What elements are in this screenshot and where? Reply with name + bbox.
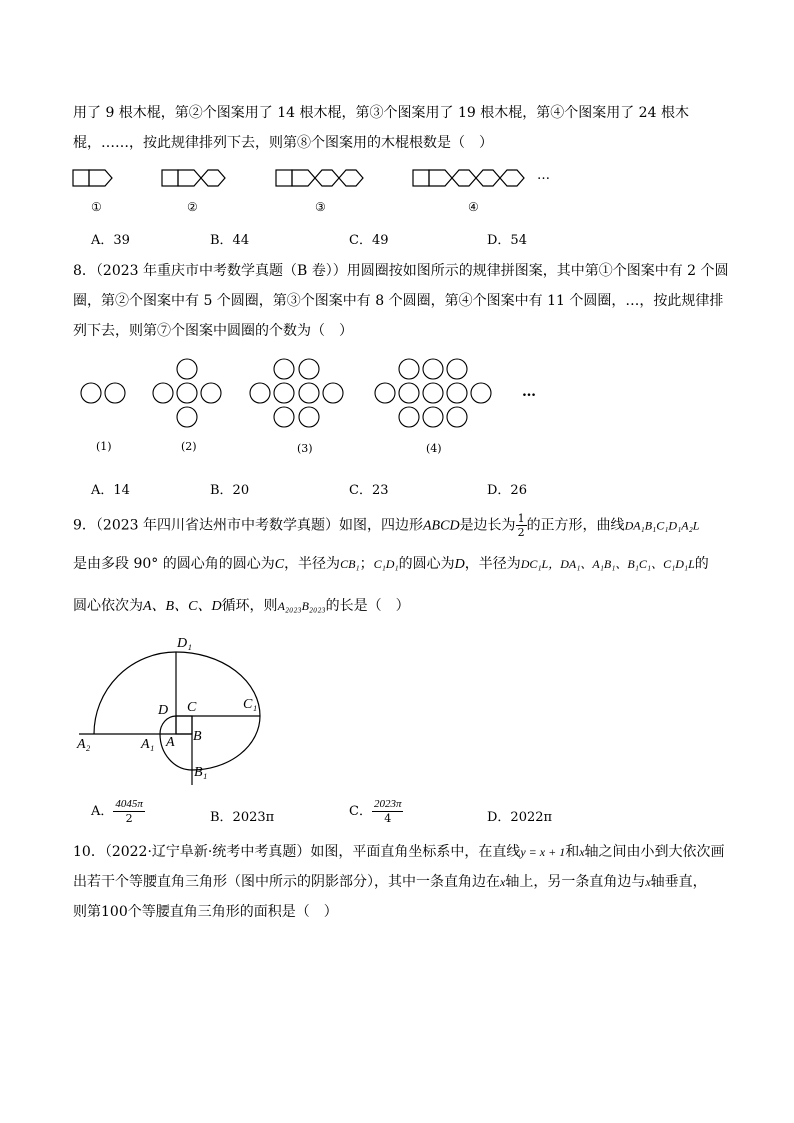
q9-var: CB₁	[340, 557, 360, 571]
q9-option-c-fraction	[372, 798, 404, 825]
q9-curve-name: DA₁B₁C₁D₁A₂L	[624, 518, 700, 533]
q7-text-line-2: 棍，……，按此规律排列下去，则第⑧个图案用的木棍根数是（ ）	[73, 135, 493, 151]
q9-var: C	[274, 557, 285, 572]
q8-fig-label-1: (1)	[96, 440, 112, 453]
q10-text: 轴垂直，	[650, 874, 707, 890]
q10-text-line-3: 则第100个等腰直角三角形的面积是（ ）	[73, 904, 338, 920]
q10-text: 出若干个等腰直角三角形（图中所示的阴影部分），其中一条直角边在	[73, 874, 500, 890]
q10-var-x: x	[579, 845, 585, 859]
q9-label-a1: A₁	[141, 737, 155, 752]
q7-option-d[interactable]: D．54	[487, 233, 527, 248]
q7-text-line-1: 用了 9 根木棍，第②个图案用了 14 根木棍，第③个图案用了 19 根木棍，第④个图案用了 24 根木	[73, 105, 689, 121]
q8-fig-label-4: (4)	[426, 442, 442, 455]
q9-var: D	[454, 557, 465, 572]
q10-var-x: x	[500, 875, 506, 889]
q10-text: 和	[565, 844, 580, 860]
q9-option-a-fraction	[113, 798, 145, 825]
q9-text: 的	[694, 556, 709, 572]
q8-option-d[interactable]: D．26	[487, 483, 527, 498]
q9-text: 9．（2023 年四川省达州市中考数学真题）如图，四边形	[73, 517, 423, 534]
q8-text-line-1: 8．（2023 年重庆市中考数学真题（B 卷））用圆圈按如图所示的规律拼图案，其中第①个图案中有 2 个圆	[73, 263, 729, 279]
q7-option-a[interactable]: A．39	[91, 233, 130, 248]
q9-option-b[interactable]: B．2023π	[210, 810, 275, 825]
q9-label-c: C	[187, 700, 197, 715]
q9-option-c[interactable]	[349, 798, 403, 825]
fraction-denominator: 4	[384, 812, 392, 825]
q8-option-c[interactable]: C．23	[349, 483, 389, 498]
fraction-numerator: 2023π	[373, 798, 402, 810]
q9-text: 的长是（ ）	[325, 598, 410, 614]
fraction-denominator: 2	[125, 812, 133, 825]
option-prefix: A．	[91, 804, 114, 819]
q9-label-b: B	[193, 729, 202, 744]
q7-option-b[interactable]: B．44	[210, 233, 250, 248]
q8-ellipsis: …	[522, 384, 536, 400]
q9-label-a2: A₂	[77, 737, 91, 752]
q10-equation: y = x + 1	[520, 845, 566, 859]
option-prefix: C．	[349, 804, 372, 819]
q7-fig-label-1: ①	[91, 200, 102, 214]
q10-text: 轴上，另一条直角边与	[505, 874, 646, 890]
q9-arc-list: ，DA₁、A₁B₁、B₁C₁、C₁D₁L	[548, 557, 695, 571]
q7-ellipsis: …	[537, 168, 550, 183]
q9-text: 的圆心为	[398, 556, 455, 572]
q9-var: A、B、C、D	[143, 599, 222, 614]
q10-text-line-2	[73, 872, 707, 892]
q7-fig-label-4: ④	[468, 200, 479, 214]
q9-arc: A₂₀₂₃B₂₀₂₃	[277, 599, 326, 613]
q8-text-line-3: 列下去，则第⑦个图案中圆圈的个数为（ ）	[73, 323, 353, 339]
q9-label-b1: B₁	[194, 765, 208, 780]
fraction-numerator: 4045π	[115, 798, 143, 810]
q10-text-line-1	[73, 842, 725, 862]
q10-var-x: x	[645, 875, 651, 889]
q10-text: 轴之间由小到大依次画	[584, 844, 725, 860]
q9-label-d1: D₁	[177, 636, 192, 651]
q9-text: 是边长为	[459, 517, 516, 534]
q10-text: 10．（2022·辽宁阜新·统考中考真题）如图，平面直角坐标系中，在直线	[73, 844, 521, 860]
q9-var-abcd: ABCD	[423, 518, 460, 534]
q7-fig-label-2: ②	[187, 200, 198, 214]
fraction-numerator: 1	[517, 512, 525, 525]
q9-text: ，半径为	[464, 556, 521, 572]
q9-option-a[interactable]	[91, 798, 145, 825]
q7-option-c[interactable]: C．49	[349, 233, 389, 248]
q8-option-a[interactable]: A．14	[91, 483, 130, 498]
q9-text: ；	[359, 556, 374, 572]
q9-text: 是由多段 90° 的圆心角的圆心为	[73, 556, 275, 572]
q8-text-line-2: 圈，第②个图案中有 5 个圆圈，第③个图案中有 8 个圆圈，第④个图案中有 11 个圆圈，…，按此规律排	[73, 293, 724, 309]
q9-text: 圆心依次为	[73, 598, 143, 614]
fraction-denominator: 2	[517, 526, 525, 539]
q9-var: DC₁L	[520, 557, 549, 571]
q9-label-d: D	[158, 703, 169, 718]
q7-fig-label-3: ③	[315, 200, 326, 214]
q8-option-b[interactable]: B．20	[210, 483, 250, 498]
q9-text: 的正方形，曲线	[526, 517, 625, 534]
q8-fig-label-2: (2)	[181, 440, 197, 453]
q9-label-a: A	[166, 735, 175, 750]
q8-fig-label-3: (3)	[297, 442, 313, 455]
q9-label-c1: C₁	[243, 697, 258, 712]
q9-option-d[interactable]: D．2022π	[487, 810, 553, 825]
q9-arc: C₁D₁	[373, 557, 399, 571]
q9-text: ，半径为	[284, 556, 341, 572]
q9-text: 循环，则	[221, 598, 278, 614]
